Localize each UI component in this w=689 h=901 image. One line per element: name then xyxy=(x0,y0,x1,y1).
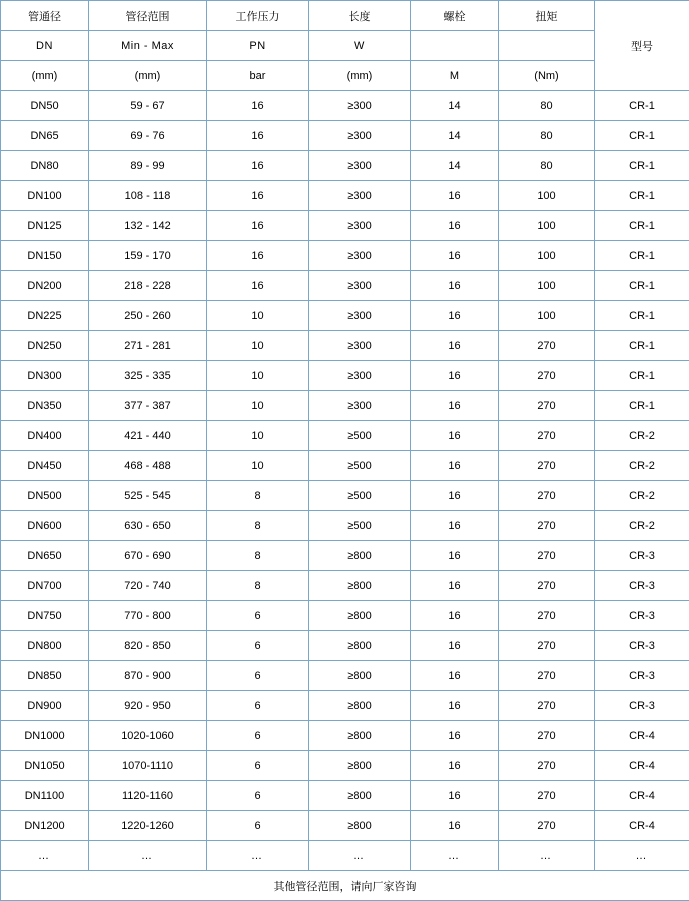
cell-length: ≥500 xyxy=(309,481,411,511)
cell-bolt: 16 xyxy=(411,331,499,361)
cell-model: CR-3 xyxy=(595,601,689,631)
cell-dn: DN650 xyxy=(1,541,89,571)
cell-pressure: 8 xyxy=(207,571,309,601)
cell-pipe-range: 920 - 950 xyxy=(89,691,207,721)
cell-length: ≥500 xyxy=(309,511,411,541)
cell-bolt: 16 xyxy=(411,271,499,301)
cell-pressure: 8 xyxy=(207,511,309,541)
cell-dn: DN450 xyxy=(1,451,89,481)
cell-model: CR-4 xyxy=(595,781,689,811)
table-row xyxy=(1,661,689,691)
cell-bolt: 16 xyxy=(411,721,499,751)
cell-model: CR-4 xyxy=(595,751,689,781)
cell-bolt: 16 xyxy=(411,601,499,631)
cell-pressure: 6 xyxy=(207,631,309,661)
cell-pressure: 6 xyxy=(207,721,309,751)
cell-length: ≥800 xyxy=(309,571,411,601)
cell-model: CR-3 xyxy=(595,631,689,661)
cell-bolt: 16 xyxy=(411,481,499,511)
cell-length: ≥300 xyxy=(309,301,411,331)
cell-length: ≥300 xyxy=(309,151,411,181)
cell-pipe-range: 325 - 335 xyxy=(89,361,207,391)
cell-pressure: 6 xyxy=(207,751,309,781)
cell-dn: DN500 xyxy=(1,481,89,511)
cell-bolt: 16 xyxy=(411,211,499,241)
cell-pressure: 8 xyxy=(207,481,309,511)
cell-pipe-range: 218 - 228 xyxy=(89,271,207,301)
cell-model: CR-2 xyxy=(595,421,689,451)
column-header-main: 工作压力 xyxy=(207,1,309,31)
cell-model: CR-1 xyxy=(595,181,689,211)
column-header-unit: M xyxy=(411,61,499,91)
cell-torque: 270 xyxy=(499,511,595,541)
cell-model: CR-2 xyxy=(595,451,689,481)
cell-dn: DN200 xyxy=(1,271,89,301)
column-header-main: 长度 xyxy=(309,1,411,31)
cell-torque: 270 xyxy=(499,751,595,781)
cell-pipe-range: 630 - 650 xyxy=(89,511,207,541)
cell-length: ≥500 xyxy=(309,451,411,481)
cell-bolt: 16 xyxy=(411,391,499,421)
column-header-unit: (mm) xyxy=(89,61,207,91)
cell-dn: DN400 xyxy=(1,421,89,451)
cell-length: ≥300 xyxy=(309,211,411,241)
cell-dn: DN850 xyxy=(1,661,89,691)
cell-length: ≥800 xyxy=(309,631,411,661)
cell-torque: 270 xyxy=(499,601,595,631)
footnote-text: 其他管径范围，请向厂家咨询 xyxy=(1,871,689,901)
cell-model: CR-1 xyxy=(595,301,689,331)
column-header-symbol: W xyxy=(309,31,411,61)
cell-bolt: 14 xyxy=(411,121,499,151)
table-row xyxy=(1,361,689,391)
table-footnote-row xyxy=(1,871,689,901)
cell-bolt: 14 xyxy=(411,91,499,121)
cell-model: CR-4 xyxy=(595,721,689,751)
column-header-unit: (Nm) xyxy=(499,61,595,91)
cell-pipe-range: 670 - 690 xyxy=(89,541,207,571)
cell-bolt: 16 xyxy=(411,661,499,691)
cell-model: … xyxy=(595,841,689,871)
cell-model: CR-1 xyxy=(595,271,689,301)
cell-pipe-range: 377 - 387 xyxy=(89,391,207,421)
cell-pipe-range: 59 - 67 xyxy=(89,91,207,121)
table-row xyxy=(1,781,689,811)
cell-pipe-range: 720 - 740 xyxy=(89,571,207,601)
cell-pressure: 16 xyxy=(207,121,309,151)
cell-torque: 270 xyxy=(499,721,595,751)
cell-pressure: 6 xyxy=(207,661,309,691)
cell-torque: 80 xyxy=(499,91,595,121)
cell-torque: 270 xyxy=(499,571,595,601)
cell-model: CR-3 xyxy=(595,541,689,571)
cell-length: … xyxy=(309,841,411,871)
table-row xyxy=(1,451,689,481)
cell-pipe-range: 870 - 900 xyxy=(89,661,207,691)
cell-length: ≥300 xyxy=(309,271,411,301)
cell-torque: 270 xyxy=(499,781,595,811)
cell-torque: 270 xyxy=(499,661,595,691)
cell-dn: DN350 xyxy=(1,391,89,421)
table-row xyxy=(1,151,689,181)
cell-bolt: 16 xyxy=(411,301,499,331)
table-row xyxy=(1,751,689,781)
cell-bolt: … xyxy=(411,841,499,871)
cell-torque: 270 xyxy=(499,451,595,481)
table-row xyxy=(1,721,689,751)
cell-bolt: 16 xyxy=(411,631,499,661)
table-row xyxy=(1,241,689,271)
cell-length: ≥300 xyxy=(309,331,411,361)
cell-torque: 270 xyxy=(499,481,595,511)
table-row xyxy=(1,691,689,721)
cell-pipe-range: … xyxy=(89,841,207,871)
cell-bolt: 16 xyxy=(411,421,499,451)
cell-torque: 100 xyxy=(499,181,595,211)
cell-model: CR-1 xyxy=(595,151,689,181)
cell-model: CR-1 xyxy=(595,361,689,391)
cell-dn: DN225 xyxy=(1,301,89,331)
cell-length: ≥300 xyxy=(309,361,411,391)
cell-pipe-range: 770 - 800 xyxy=(89,601,207,631)
cell-pipe-range: 421 - 440 xyxy=(89,421,207,451)
cell-dn: DN65 xyxy=(1,121,89,151)
cell-dn: DN100 xyxy=(1,181,89,211)
cell-dn: DN1000 xyxy=(1,721,89,751)
cell-pipe-range: 525 - 545 xyxy=(89,481,207,511)
cell-model: CR-1 xyxy=(595,211,689,241)
cell-bolt: 16 xyxy=(411,811,499,841)
cell-pressure: 6 xyxy=(207,781,309,811)
cell-dn: DN800 xyxy=(1,631,89,661)
cell-bolt: 16 xyxy=(411,781,499,811)
table-row xyxy=(1,211,689,241)
column-header-unit: (mm) xyxy=(1,61,89,91)
cell-model: CR-4 xyxy=(595,811,689,841)
cell-model: CR-1 xyxy=(595,121,689,151)
cell-pipe-range: 89 - 99 xyxy=(89,151,207,181)
cell-torque: 270 xyxy=(499,811,595,841)
cell-bolt: 16 xyxy=(411,511,499,541)
table-row xyxy=(1,481,689,511)
column-header-symbol: Min - Max xyxy=(89,31,207,61)
cell-pipe-range: 468 - 488 xyxy=(89,451,207,481)
cell-model: CR-1 xyxy=(595,91,689,121)
table-header-symbol xyxy=(1,31,689,61)
column-header-unit: bar xyxy=(207,61,309,91)
cell-bolt: 16 xyxy=(411,541,499,571)
cell-length: ≥800 xyxy=(309,751,411,781)
cell-pipe-range: 108 - 118 xyxy=(89,181,207,211)
cell-torque: 80 xyxy=(499,151,595,181)
cell-model: CR-3 xyxy=(595,661,689,691)
cell-bolt: 16 xyxy=(411,181,499,211)
cell-pipe-range: 820 - 850 xyxy=(89,631,207,661)
table-row xyxy=(1,181,689,211)
table-row xyxy=(1,541,689,571)
cell-length: ≥500 xyxy=(309,421,411,451)
cell-pipe-range: 271 - 281 xyxy=(89,331,207,361)
cell-pressure: 16 xyxy=(207,211,309,241)
cell-dn: DN750 xyxy=(1,601,89,631)
table-row xyxy=(1,121,689,151)
cell-bolt: 16 xyxy=(411,241,499,271)
cell-model: CR-3 xyxy=(595,691,689,721)
cell-pipe-range: 1070-1110 xyxy=(89,751,207,781)
cell-dn: DN1100 xyxy=(1,781,89,811)
column-header-model: 型号 xyxy=(595,1,689,91)
cell-pipe-range: 132 - 142 xyxy=(89,211,207,241)
column-header-symbol: DN xyxy=(1,31,89,61)
cell-pressure: 16 xyxy=(207,151,309,181)
cell-pipe-range: 1020-1060 xyxy=(89,721,207,751)
cell-pressure: 6 xyxy=(207,601,309,631)
cell-torque: 100 xyxy=(499,241,595,271)
cell-bolt: 16 xyxy=(411,451,499,481)
cell-dn: … xyxy=(1,841,89,871)
table-row xyxy=(1,331,689,361)
cell-torque: 270 xyxy=(499,391,595,421)
cell-torque: 270 xyxy=(499,331,595,361)
cell-pressure: 16 xyxy=(207,271,309,301)
cell-dn: DN600 xyxy=(1,511,89,541)
cell-model: CR-3 xyxy=(595,571,689,601)
cell-model: CR-1 xyxy=(595,391,689,421)
table-row xyxy=(1,511,689,541)
cell-length: ≥800 xyxy=(309,811,411,841)
cell-torque: 270 xyxy=(499,541,595,571)
cell-torque: … xyxy=(499,841,595,871)
column-header-unit: (mm) xyxy=(309,61,411,91)
cell-dn: DN900 xyxy=(1,691,89,721)
table-row xyxy=(1,421,689,451)
table-row xyxy=(1,391,689,421)
cell-length: ≥800 xyxy=(309,601,411,631)
cell-dn: DN150 xyxy=(1,241,89,271)
cell-pipe-range: 1120-1160 xyxy=(89,781,207,811)
cell-dn: DN250 xyxy=(1,331,89,361)
cell-dn: DN1200 xyxy=(1,811,89,841)
cell-length: ≥800 xyxy=(309,661,411,691)
cell-pipe-range: 69 - 76 xyxy=(89,121,207,151)
table-row xyxy=(1,841,689,871)
table-row xyxy=(1,571,689,601)
cell-torque: 270 xyxy=(499,421,595,451)
table-header-unit xyxy=(1,61,689,91)
column-header-main: 管径范围 xyxy=(89,1,207,31)
cell-dn: DN1050 xyxy=(1,751,89,781)
cell-dn: DN50 xyxy=(1,91,89,121)
cell-length: ≥300 xyxy=(309,391,411,421)
cell-torque: 100 xyxy=(499,301,595,331)
cell-torque: 100 xyxy=(499,211,595,241)
cell-pressure: 6 xyxy=(207,691,309,721)
cell-pressure: 16 xyxy=(207,181,309,211)
cell-bolt: 16 xyxy=(411,571,499,601)
cell-length: ≥800 xyxy=(309,781,411,811)
cell-pressure: … xyxy=(207,841,309,871)
cell-pipe-range: 1220-1260 xyxy=(89,811,207,841)
cell-dn: DN125 xyxy=(1,211,89,241)
cell-length: ≥800 xyxy=(309,691,411,721)
cell-length: ≥300 xyxy=(309,121,411,151)
table-header-main xyxy=(1,1,689,31)
cell-pressure: 8 xyxy=(207,541,309,571)
cell-pressure: 10 xyxy=(207,301,309,331)
cell-model: CR-1 xyxy=(595,241,689,271)
cell-pressure: 10 xyxy=(207,361,309,391)
table-row xyxy=(1,91,689,121)
cell-pressure: 16 xyxy=(207,241,309,271)
column-header-symbol: PN xyxy=(207,31,309,61)
cell-pressure: 10 xyxy=(207,331,309,361)
cell-bolt: 14 xyxy=(411,151,499,181)
column-header-main: 螺栓 xyxy=(411,1,499,31)
cell-dn: DN700 xyxy=(1,571,89,601)
column-header-main: 扭矩 xyxy=(499,1,595,31)
column-header-symbol xyxy=(411,31,499,61)
cell-pressure: 10 xyxy=(207,421,309,451)
cell-torque: 270 xyxy=(499,691,595,721)
column-header-symbol xyxy=(499,31,595,61)
cell-length: ≥300 xyxy=(309,241,411,271)
cell-torque: 100 xyxy=(499,271,595,301)
column-header-main: 管通径 xyxy=(1,1,89,31)
cell-model: CR-2 xyxy=(595,481,689,511)
cell-torque: 80 xyxy=(499,121,595,151)
cell-length: ≥800 xyxy=(309,541,411,571)
cell-torque: 270 xyxy=(499,631,595,661)
cell-length: ≥800 xyxy=(309,721,411,751)
table-row xyxy=(1,631,689,661)
table-row xyxy=(1,271,689,301)
cell-model: CR-1 xyxy=(595,331,689,361)
cell-length: ≥300 xyxy=(309,91,411,121)
cell-pressure: 6 xyxy=(207,811,309,841)
cell-dn: DN300 xyxy=(1,361,89,391)
cell-model: CR-2 xyxy=(595,511,689,541)
cell-pipe-range: 159 - 170 xyxy=(89,241,207,271)
cell-bolt: 16 xyxy=(411,691,499,721)
table-row xyxy=(1,301,689,331)
cell-bolt: 16 xyxy=(411,361,499,391)
cell-torque: 270 xyxy=(499,361,595,391)
cell-pressure: 16 xyxy=(207,91,309,121)
cell-dn: DN80 xyxy=(1,151,89,181)
cell-bolt: 16 xyxy=(411,751,499,781)
cell-pressure: 10 xyxy=(207,451,309,481)
cell-pressure: 10 xyxy=(207,391,309,421)
cell-length: ≥300 xyxy=(309,181,411,211)
table-row xyxy=(1,811,689,841)
cell-pipe-range: 250 - 260 xyxy=(89,301,207,331)
table-row xyxy=(1,601,689,631)
